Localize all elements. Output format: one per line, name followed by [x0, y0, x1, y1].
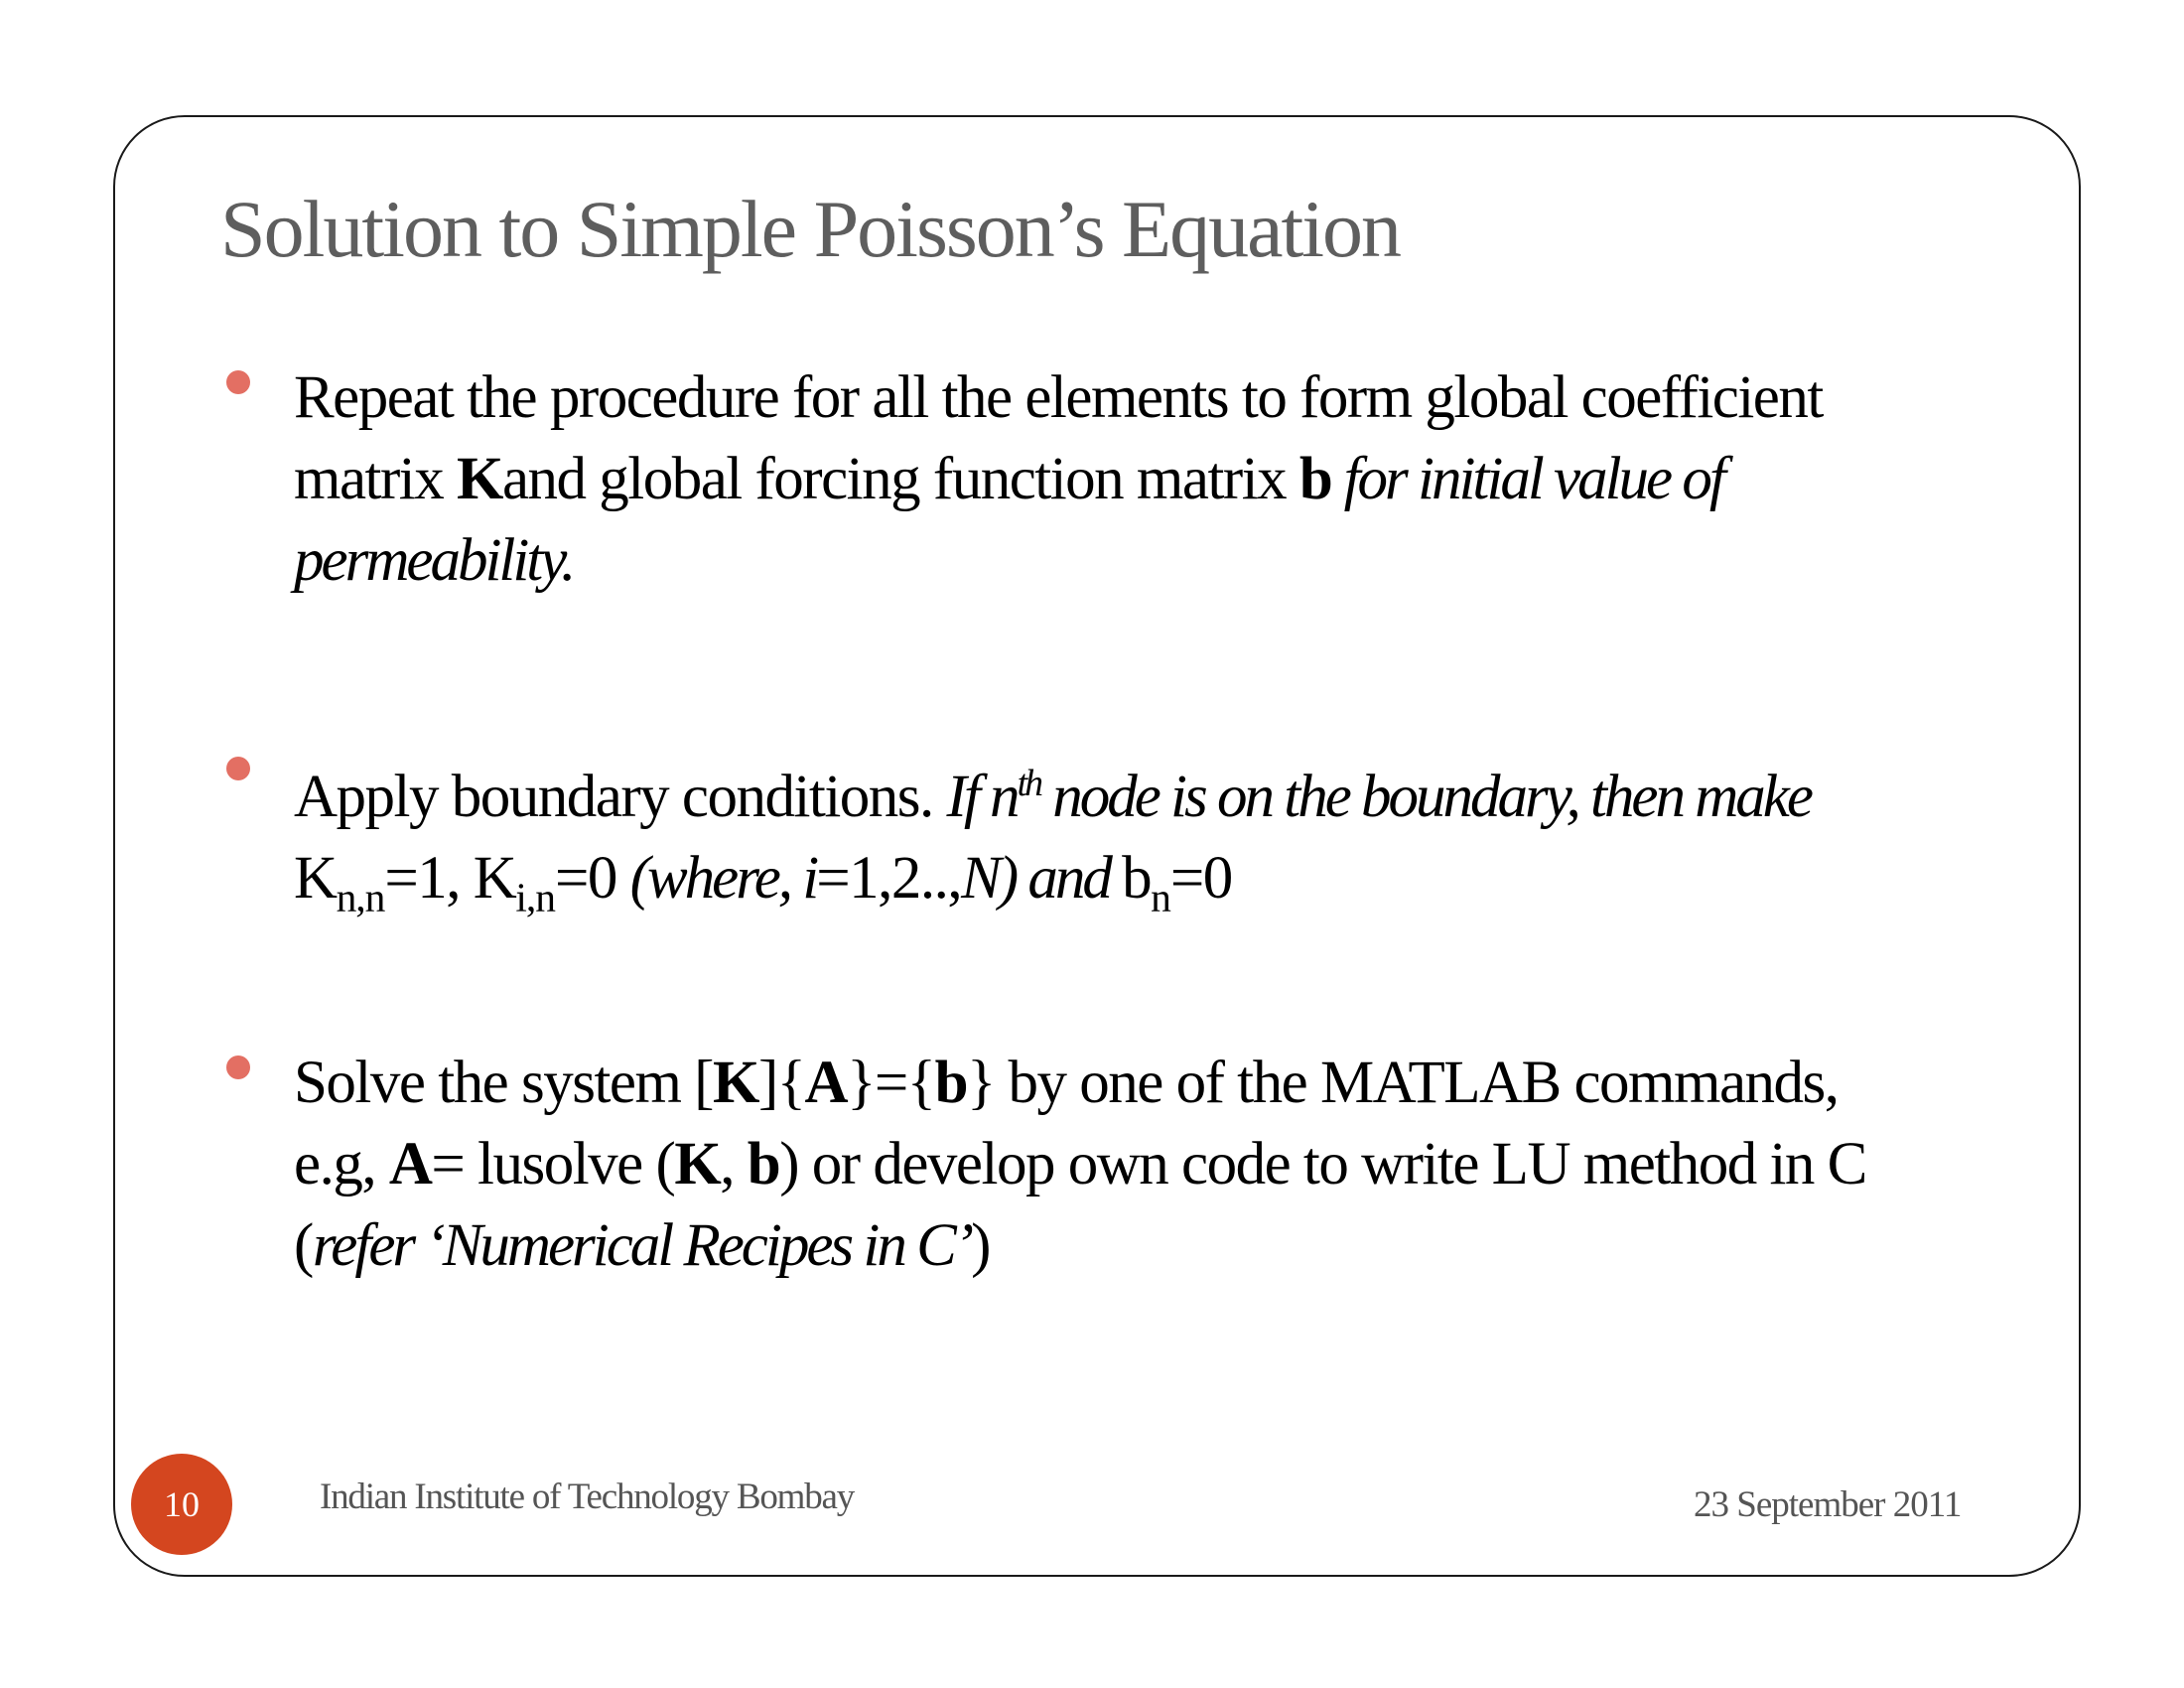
text-span: ]{ [757, 1050, 805, 1116]
footer-institute: Indian Institute of Technology Bombay [320, 1477, 855, 1517]
text-span: ) [971, 1212, 990, 1279]
matrix-k-bold: K [456, 446, 502, 512]
bullet-1-line-3 [294, 520, 2001, 602]
matrix-k-bold: K [712, 1050, 758, 1116]
text-span: }={ [847, 1050, 935, 1116]
text-span: ) or develop own code to write LU method in C [779, 1131, 1866, 1197]
bullet-2 [294, 743, 2001, 937]
bullet-dot-2 [226, 757, 250, 780]
bullet-1-line-1 [294, 357, 2001, 439]
bullet-3 [294, 1043, 2001, 1287]
subscript: n [1151, 874, 1170, 920]
bullet-dot-3 [226, 1055, 250, 1079]
italic-span: N) and [961, 844, 1123, 912]
italic-span: refer ‘Numerical Recipes in C’ [312, 1212, 972, 1279]
bullet-1-line-2 [294, 439, 2001, 520]
text-span: = lusolve ( [431, 1131, 675, 1197]
italic-span: node is on the boundary, then make [1039, 763, 1811, 830]
italic-span: (where, i [629, 844, 817, 912]
bullet-3-line-1 [294, 1043, 2001, 1124]
slide-title: Solution to Simple Poisson’s Equation [220, 184, 1401, 274]
text-span: Apply boundary conditions. [294, 763, 947, 830]
text-span: =1,2.., [816, 844, 962, 912]
bullet-3-line-3 [294, 1205, 2001, 1287]
subscript: i,n [515, 874, 555, 920]
italic-span: for initial value of [1331, 446, 1723, 512]
subscript: n,n [336, 874, 385, 920]
italic-span: permeability. [294, 527, 574, 594]
italic-span: If n [946, 763, 1018, 830]
text-span: , [720, 1131, 748, 1197]
text-span: matrix [294, 446, 457, 512]
text-span: and global forcing function matrix [501, 446, 1299, 512]
vector-b-bold: b [1298, 446, 1332, 512]
text-span: ( [294, 1212, 313, 1279]
matrix-k-bold: K [674, 1131, 721, 1197]
text-span: Solve the system [ [294, 1050, 713, 1116]
text-span: K [294, 844, 337, 912]
bullet-3-line-2 [294, 1124, 2001, 1205]
page-number-badge [131, 1454, 232, 1555]
bullet-1 [294, 357, 2001, 602]
superscript: th [1017, 763, 1040, 804]
vector-a-bold: A [388, 1131, 432, 1197]
vector-a-bold: A [804, 1050, 848, 1116]
bullet-2-line-1 [294, 743, 2001, 838]
text-span: =0 [1169, 844, 1232, 912]
footer-date: 23 September 2011 [1694, 1484, 1962, 1525]
bullet-2-line-2 [294, 838, 2001, 937]
vector-b-bold: b [747, 1131, 780, 1197]
text-span: } by one of the MATLAB commands, [967, 1050, 1839, 1116]
page-number: 10 [164, 1484, 200, 1524]
bullet-dot-1 [226, 370, 250, 394]
text-span: Repeat the procedure for all the elements to form global coefficient [294, 364, 1823, 431]
vector-b-bold: b [934, 1050, 967, 1116]
text-span: =1, K [384, 844, 516, 912]
text-span: b [1122, 844, 1152, 912]
text-span: =0 [555, 844, 630, 912]
text-span: e.g, [294, 1131, 389, 1197]
